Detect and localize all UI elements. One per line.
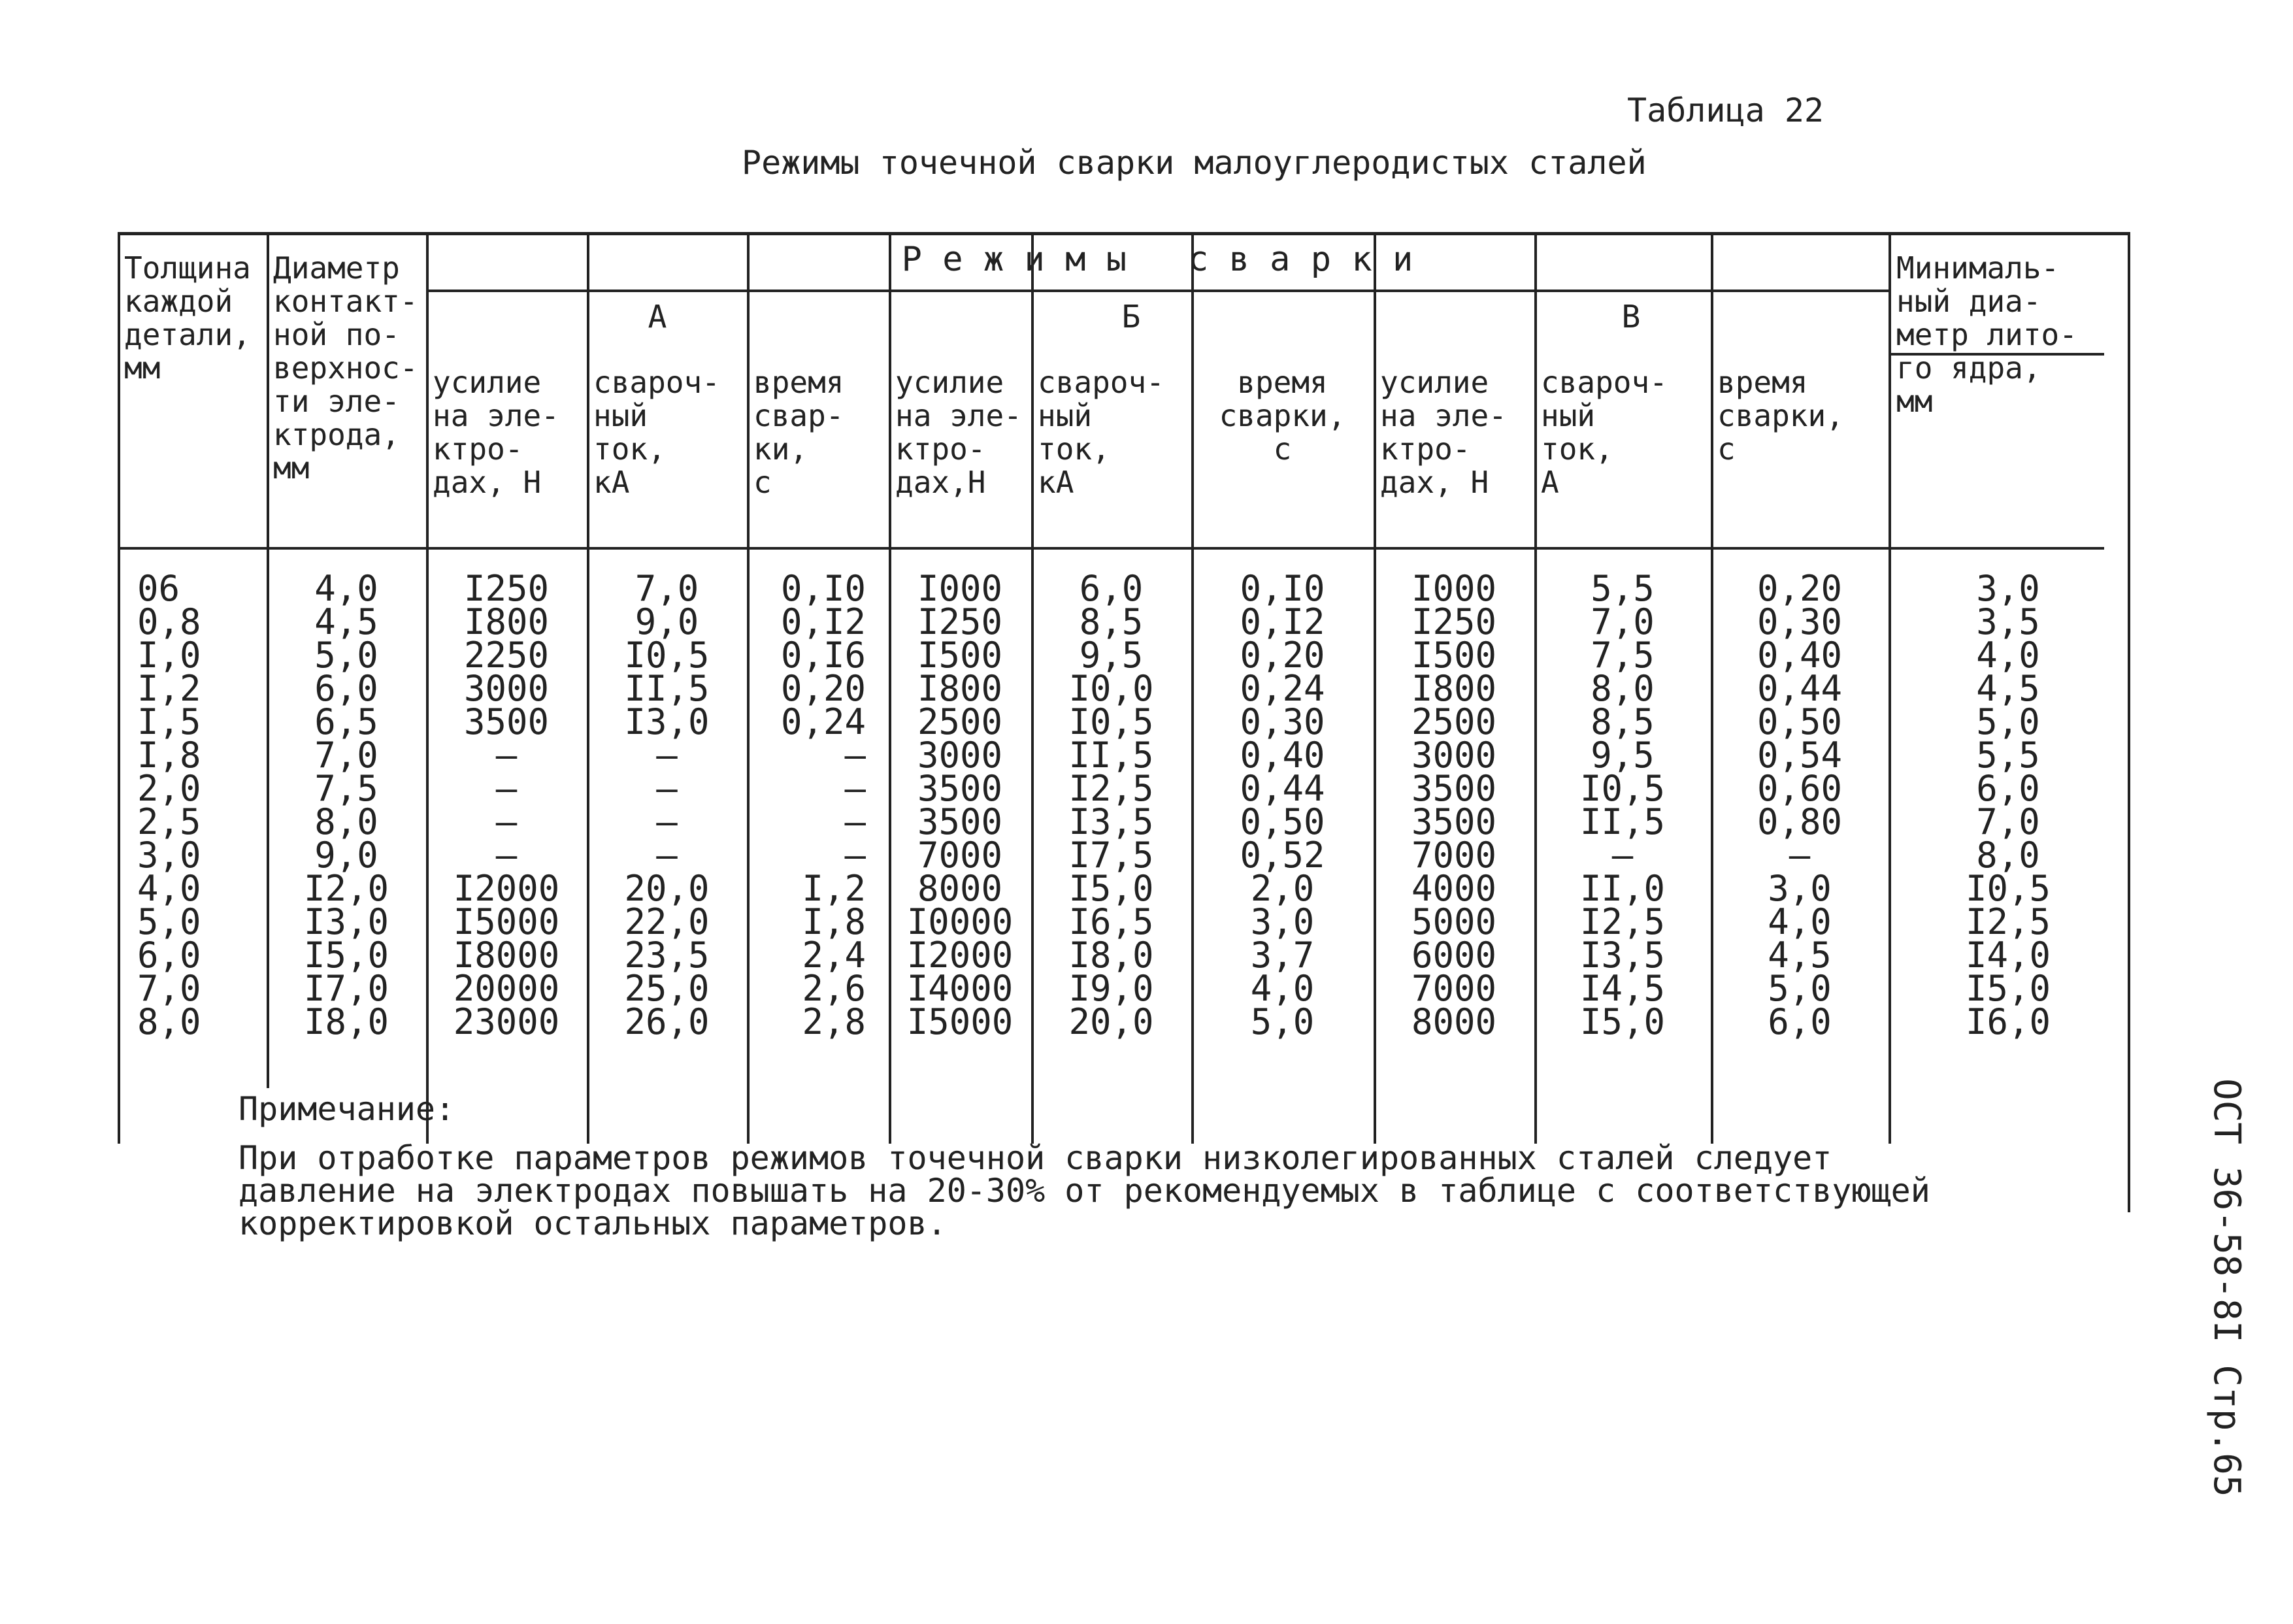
header-electrode-diameter: Диаметр контакт- ной по- верхнос- ти эле- ктрода, мм <box>273 250 418 486</box>
table-cell: 5,5 <box>1591 568 1655 609</box>
table-cell: I5,0 <box>1965 968 2051 1009</box>
table-cell: I7,0 <box>303 968 389 1009</box>
table-cell: 9,5 <box>1079 635 1144 676</box>
table-cell: 0,54 <box>1757 735 1843 776</box>
header-b-force: усилие на эле- ктро- дах,Н <box>895 365 1022 500</box>
table-cell: I0000 <box>906 901 1014 942</box>
table-cell: 3,0 <box>1976 568 2040 609</box>
table-cell: I,8 <box>802 901 866 942</box>
table-cell: I2,5 <box>1579 901 1666 942</box>
table-cell: 3,0 <box>137 835 201 876</box>
table-cell: 8,0 <box>1591 668 1655 709</box>
note-label: Примечание: <box>239 1090 455 1128</box>
table-cell: 0,I2 <box>780 601 866 642</box>
table-cell: 4,0 <box>314 568 378 609</box>
table-cell: – <box>656 735 678 776</box>
table-cell: 4,5 <box>1768 935 1832 976</box>
table-cell: 7,0 <box>635 568 699 609</box>
table-cell: 8,5 <box>1591 701 1655 742</box>
table-cell: 23000 <box>453 1001 560 1042</box>
table-cell: I3,0 <box>303 901 389 942</box>
table-cell: 0,80 <box>1757 801 1843 842</box>
column-a-current <box>587 568 747 1042</box>
header-a-force: усилие на эле- ктро- дах, Н <box>433 365 559 500</box>
table-cell: 6,0 <box>314 668 378 709</box>
table-cell: I0,5 <box>1965 868 2051 909</box>
table-cell: I5000 <box>453 901 560 942</box>
table-cell: I9,0 <box>1068 968 1154 1009</box>
table-cell: 4,0 <box>1976 635 2040 676</box>
table-cell: I2,5 <box>1965 901 2051 942</box>
table-cell: I250 <box>917 601 1003 642</box>
table-cell: 9,5 <box>1591 735 1655 776</box>
table-cell: 25,0 <box>624 968 710 1009</box>
table-cell: I6,5 <box>1068 901 1154 942</box>
table-cell: 7000 <box>917 835 1003 876</box>
table-cell: 9,0 <box>635 601 699 642</box>
table-cell: 3500 <box>1411 768 1497 809</box>
table-cell: 20,0 <box>1068 1001 1154 1042</box>
table-cell: I,2 <box>802 868 866 909</box>
table-cell: 5,0 <box>137 901 201 942</box>
table-cell: I800 <box>917 668 1003 709</box>
table-cell: – <box>844 801 866 842</box>
table-cell: 5,0 <box>314 635 378 676</box>
table-cell: II,5 <box>1579 801 1666 842</box>
table-cell: 0,52 <box>1240 835 1325 876</box>
table-cell: 7,0 <box>1976 801 2040 842</box>
table-cell: 8,5 <box>1079 601 1144 642</box>
header-a-current: свароч- ный ток, кА <box>593 365 720 500</box>
table-cell: 0,44 <box>1757 668 1843 709</box>
note-line: давление на электродах повышать на 20-30% от рекомендуемых в таблице с соответствующей <box>239 1172 1930 1210</box>
table-cell: – <box>656 768 678 809</box>
table-cell: I,0 <box>137 635 201 676</box>
table-cell: 23,5 <box>624 935 710 976</box>
table-cell: – <box>495 768 518 809</box>
table-cell: I000 <box>917 568 1003 609</box>
table-cell: 2500 <box>1411 701 1497 742</box>
table-cell: 3000 <box>463 668 550 709</box>
table-cell: 0,40 <box>1757 635 1843 676</box>
table-cell: 7,0 <box>1591 601 1655 642</box>
table-cell: 2,0 <box>1250 868 1315 909</box>
table-cell: 20000 <box>453 968 560 1009</box>
table-cell: 4,5 <box>314 601 378 642</box>
table-cell: 0,30 <box>1240 701 1325 742</box>
table-cell: 0,I6 <box>780 635 866 676</box>
table-cell: 8000 <box>917 868 1003 909</box>
table-cell: I4,0 <box>1965 935 2051 976</box>
table-cell: I7,5 <box>1068 835 1154 876</box>
table-cell: 2250 <box>463 635 550 676</box>
table-cell: I3,0 <box>624 701 710 742</box>
table-cell: 3000 <box>1411 735 1497 776</box>
table-cell: I000 <box>1411 568 1497 609</box>
note-line: При отработке параметров режимов точечной сварки низколегированных сталей следует <box>239 1139 1832 1177</box>
header-v-time: время сварки, с <box>1717 365 1844 467</box>
header-b-time: время сварки, с <box>1219 365 1346 467</box>
table-cell: 8,0 <box>314 801 378 842</box>
table-cell: I5,0 <box>1579 1001 1666 1042</box>
table-cell: 7,0 <box>314 735 378 776</box>
column-a-time <box>747 568 889 1042</box>
table-cell: – <box>495 835 518 876</box>
table-cell: 0,24 <box>780 701 866 742</box>
table-cell: 2,0 <box>137 768 201 809</box>
table-cell: I250 <box>1411 601 1497 642</box>
table-cell: 3500 <box>463 701 550 742</box>
table-cell: I0,5 <box>1579 768 1666 809</box>
table-title: Режимы точечной сварки малоуглеродистых сталей <box>742 144 1647 182</box>
table-cell: 4,0 <box>1250 968 1315 1009</box>
table-cell: II,5 <box>1068 735 1154 776</box>
table-cell: I5000 <box>906 1001 1014 1042</box>
table-cell: 2500 <box>917 701 1003 742</box>
table-cell: 6,0 <box>1976 768 2040 809</box>
table-cell: 5,5 <box>1976 735 2040 776</box>
table-cell: – <box>844 835 866 876</box>
table-cell: 6000 <box>1411 935 1497 976</box>
table-cell: II,0 <box>1579 868 1666 909</box>
table-cell: 4,5 <box>1976 668 2040 709</box>
table-cell: 5,0 <box>1976 701 2040 742</box>
header-welding-modes: Р е ж и м ы с в а р к и <box>901 240 1413 279</box>
table-cell: I4,5 <box>1579 968 1666 1009</box>
table-cell: I2,0 <box>303 868 389 909</box>
table-cell: 9,0 <box>314 835 378 876</box>
table-cell: I8000 <box>453 935 560 976</box>
table-cell: 0,40 <box>1240 735 1325 776</box>
table-cell: – <box>844 735 866 776</box>
table-cell: 0,44 <box>1240 768 1325 809</box>
table-cell: 3,0 <box>1250 901 1315 942</box>
table-cell: 0,50 <box>1240 801 1325 842</box>
header-v-current: свароч- ный ток, А <box>1541 365 1668 500</box>
column-v-force <box>1374 568 1534 1042</box>
table-cell: 0,60 <box>1757 768 1843 809</box>
table-cell: 0,20 <box>1240 635 1325 676</box>
table-cell: – <box>656 801 678 842</box>
table-cell: 0,I0 <box>780 568 866 609</box>
table-cell: 7000 <box>1411 968 1497 1009</box>
table-cell: I3,5 <box>1068 801 1154 842</box>
table-cell: 3000 <box>917 735 1003 776</box>
table-cell: 4,0 <box>137 868 201 909</box>
table-cell: 0,8 <box>137 601 201 642</box>
table-cell: 6,0 <box>1768 1001 1832 1042</box>
table-cell: I500 <box>917 635 1003 676</box>
table-cell: 3,0 <box>1768 868 1832 909</box>
table-cell: 7,5 <box>1591 635 1655 676</box>
document-code-stamp: ОСТ 36-58-8I Стр.65 <box>2205 1078 2248 1497</box>
group-a-label: А <box>648 299 667 335</box>
table-cell: – <box>495 735 518 776</box>
table-cell: 0,I2 <box>1240 601 1325 642</box>
table-cell: I8,0 <box>303 1001 389 1042</box>
table-cell: 0,30 <box>1757 601 1843 642</box>
table-cell: 0,24 <box>1240 668 1325 709</box>
table-cell: I2000 <box>453 868 560 909</box>
column-min-core-diameter <box>1889 568 2128 1042</box>
table-cell: I0,5 <box>624 635 710 676</box>
table-cell: 7000 <box>1411 835 1497 876</box>
table-cell: I250 <box>463 568 550 609</box>
table-cell: I2,5 <box>1068 768 1154 809</box>
column-v-current <box>1534 568 1711 1042</box>
table-cell: 5,0 <box>1250 1001 1315 1042</box>
table-cell: 3500 <box>1411 801 1497 842</box>
group-b-label: Б <box>1121 299 1141 335</box>
table-cell: II,5 <box>624 668 710 709</box>
table-cell: 5,0 <box>1768 968 1832 1009</box>
table-cell: 6,0 <box>137 935 201 976</box>
table-cell: 4000 <box>1411 868 1497 909</box>
table-cell: 4,0 <box>1768 901 1832 942</box>
table-cell: 8000 <box>1411 1001 1497 1042</box>
column-a-force <box>426 568 587 1042</box>
table-cell: 0,I0 <box>1240 568 1325 609</box>
table-cell: 2,8 <box>802 1001 866 1042</box>
table-cell: I8,0 <box>1068 935 1154 976</box>
table-cell: – <box>495 801 518 842</box>
table-cell: 2,4 <box>802 935 866 976</box>
table-number: Таблица 22 <box>1627 91 1824 129</box>
table-cell: 7,5 <box>314 768 378 809</box>
table-cell: 0,50 <box>1757 701 1843 742</box>
table-cell: 8,0 <box>137 1001 201 1042</box>
header-v-force: усилие на эле- ктро- дах, Н <box>1380 365 1507 500</box>
header-thickness: Толщина каждой детали, мм <box>124 250 251 386</box>
column-v-time <box>1711 568 1889 1042</box>
table-cell: 20,0 <box>624 868 710 909</box>
table-cell: I5,0 <box>303 935 389 976</box>
table-cell: 26,0 <box>624 1001 710 1042</box>
table-cell: – <box>1611 835 1634 876</box>
table-cell: I,2 <box>137 668 201 709</box>
table-cell: 3,5 <box>1976 601 2040 642</box>
column-b-force <box>889 568 1031 1042</box>
table-cell: 2,6 <box>802 968 866 1009</box>
table-cell: 6,0 <box>1079 568 1144 609</box>
table-cell: I0,0 <box>1068 668 1154 709</box>
table-cell: I800 <box>463 601 550 642</box>
table-cell: I0,5 <box>1068 701 1154 742</box>
table-cell: 22,0 <box>624 901 710 942</box>
note-line: корректировкой остальных параметров. <box>239 1204 947 1242</box>
table-cell: – <box>844 768 866 809</box>
table-cell: 8,0 <box>1976 835 2040 876</box>
table-cell: I5,0 <box>1068 868 1154 909</box>
table-cell: 7,0 <box>137 968 201 1009</box>
table-cell: I2000 <box>906 935 1014 976</box>
column-b-time <box>1191 568 1374 1042</box>
column-electrode-diameter <box>267 568 426 1042</box>
table-cell: I6,0 <box>1965 1001 2051 1042</box>
table-cell: 3500 <box>917 768 1003 809</box>
group-v-label: В <box>1621 299 1641 335</box>
column-thickness <box>118 568 248 1042</box>
table-cell: I800 <box>1411 668 1497 709</box>
table-cell: – <box>1789 835 1811 876</box>
table-cell: 2,5 <box>137 801 201 842</box>
table-cell: I3,5 <box>1579 935 1666 976</box>
table-cell: I500 <box>1411 635 1497 676</box>
column-b-current <box>1031 568 1191 1042</box>
table-cell: 0,20 <box>780 668 866 709</box>
table-cell: I,5 <box>137 701 201 742</box>
table-cell: 06 <box>137 568 180 609</box>
table-cell: I4000 <box>906 968 1014 1009</box>
header-b-current: свароч- ный ток, кА <box>1038 365 1164 500</box>
table-cell: 6,5 <box>314 701 378 742</box>
header-a-time: время свар- ки, с <box>753 365 844 500</box>
table-cell: 3500 <box>917 801 1003 842</box>
table-cell: – <box>656 835 678 876</box>
table-cell: 3,7 <box>1250 935 1315 976</box>
table-cell: I,8 <box>137 735 201 776</box>
header-min-core-diameter: Минималь- ный диа- метр лито- го ядра, мм <box>1896 250 2077 419</box>
table-cell: 0,20 <box>1757 568 1843 609</box>
table-cell: 5000 <box>1411 901 1497 942</box>
